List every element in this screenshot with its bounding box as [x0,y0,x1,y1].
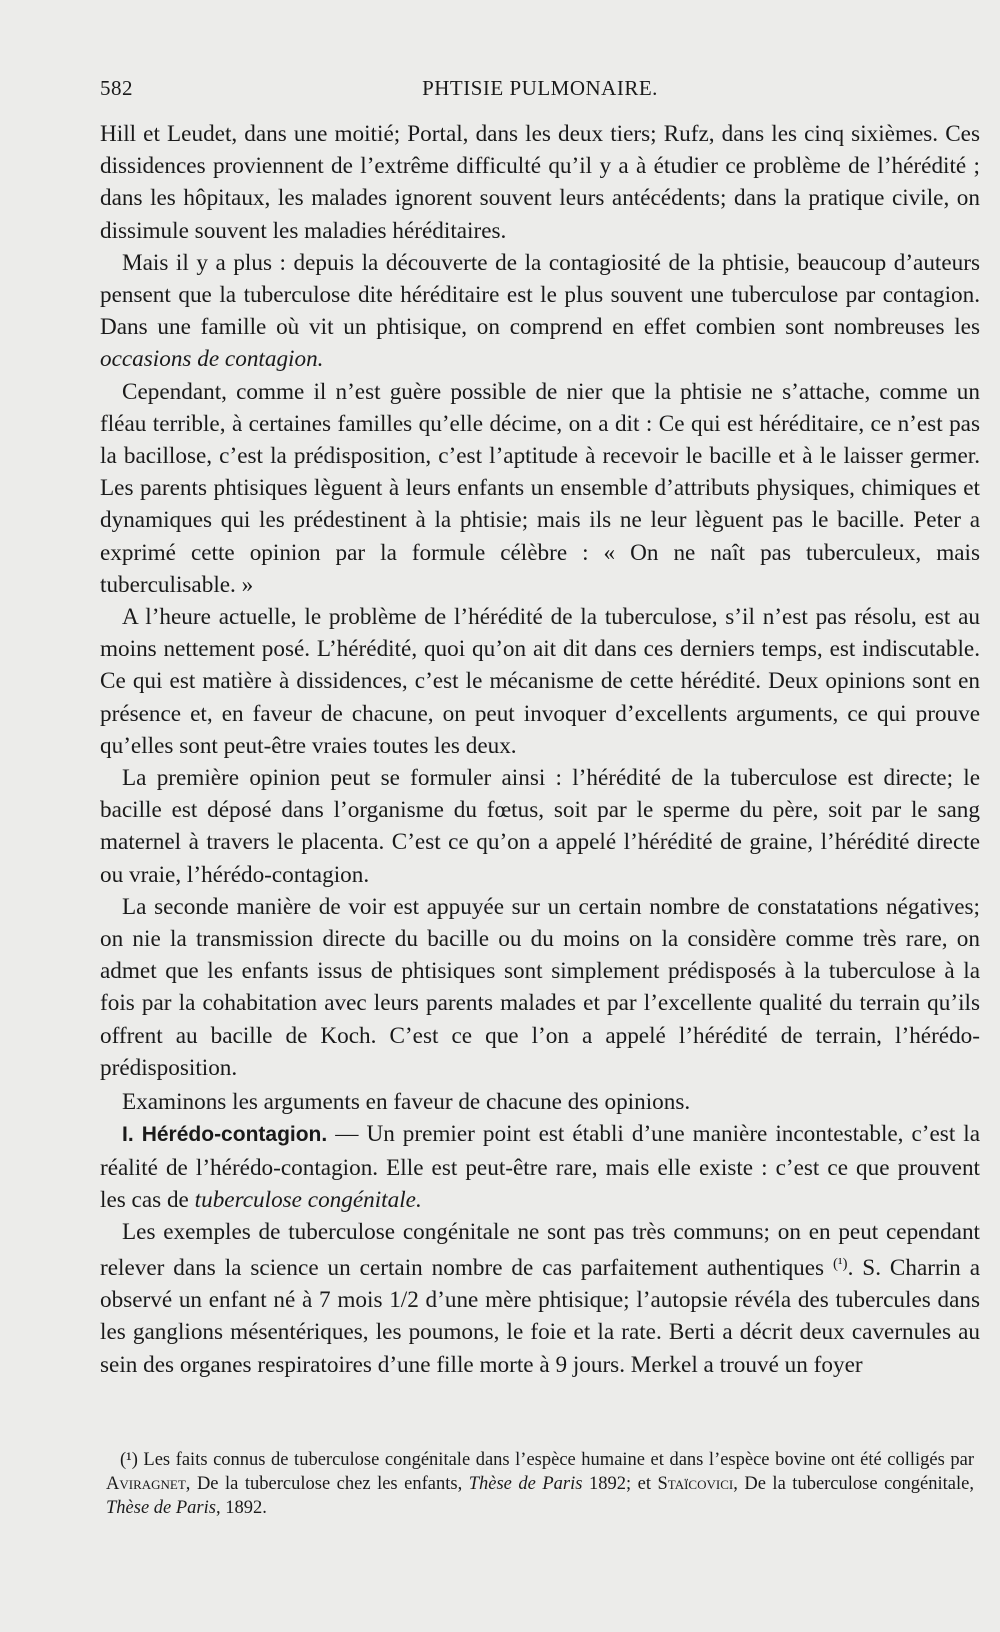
footnote-author: Aviragnet [106,1474,186,1494]
page-number: 582 [100,76,133,100]
footnote-thesis: Thèse de Paris [468,1474,583,1494]
footnote-text: , 1892. [215,1498,267,1518]
paragraph-7: Examinons les arguments en faveur de chacune des opinions. [122,1089,691,1116]
section-heading: I. Hérédo-contagion. [122,1123,328,1147]
paragraph-5: La première opinion peut se formuler ainsi : l’hérédité de la tuberculose est directe; le bacille est déposé dans l’organisme du fœtus, soit par le sperme du père, soit par le sang maternel à travers le placenta. C’est ce qu’on a appelé l’hérédité de graine, l’hérédité directe ou vraie, l’hérédo-contagion. [100,765,980,888]
paragraph-2 [100,247,980,376]
footnote-text: , De la tuberculose chez les enfants, [185,1474,469,1494]
footnotes [106,1448,974,1520]
footnote-1 [106,1448,974,1520]
paragraph-9 [100,1216,980,1381]
paragraph-4: A l’heure actuelle, le problème de l’hérédité de la tuberculose, s’il n’est pas résolu, est au moins nettement posé. L’hérédité, quoi qu’on ait dit dans ces derniers temps, est indiscutable. Ce qui est matière à dissidences, c’est le mécanisme de cette hérédité. Deux opinions sont en présence et, en faveur de chacune, on peut invoquer d’excellents arguments, ce qui prouve qu’elles sont peut-être vraies toutes les deux. [100,604,980,759]
footnote-thesis: Thèse de Paris [106,1498,216,1518]
paragraph-8-text: — Un premier point est établi d’une manière incontestable, c’est la réalité de l’hérédo-contagion. Elle est peut-être rare, mais elle existe : c’est ce que prouvent les cas de [100,1121,981,1213]
body-text [100,118,980,1381]
paragraph-8 [100,1118,980,1216]
paragraph-8-emphasis: tuberculose congénitale. [194,1186,422,1213]
paragraph-2-emphasis: occasions de contagion. [100,346,324,373]
footnote-text: , De la tuberculose congénitale, [733,1474,974,1494]
footnote-marker: (¹) [120,1450,138,1470]
paragraph-2-text: Mais il y a plus : depuis la découverte de la contagiosité de la phtisie, beaucoup d’auteurs pensent que la tuberculose dite héréditaire est le plus souvent une tuberculose par contagion. Dans une famille où vit un phtisique, on comprend en effet combien sont nombreuses les [100,249,980,341]
footnote-reference[interactable]: (¹) [833,1256,848,1273]
paragraph-1: Hill et Leudet, dans une moitié; Portal, dans les deux tiers; Rufz, dans les cinq sixièmes. Ces dissidences proviennent de l’extrême difficulté qu’il y a à étudier ce problème de l’hérédité ; dans les hôpitaux, les malades ignorent souvent leurs antécédents; dans la pratique civile, on dissimule souvent les maladies héréditaires. [100,121,980,244]
paragraph-9-text-a: Les exemples de tuberculose congénitale ne sont pas très communs; on en peut cependant relever dans la science un certain nombre de cas parfaitement authentiques [100,1218,980,1281]
footnote-text: Les faits connus de tuberculose congénitale dans l’espèce humaine et dans l’espèce bovine ont été colligés par [137,1450,974,1470]
paragraph-9-text-b: . S. Charrin a observé un enfant né à 7 mois 1/2 d’une mère phtisique; l’autopsie révéla des tubercules dans les ganglions mésentériques, les poumons, le foie et la rate. Berti a décrit deux cavernules au sein des organes respiratoires d’une fille morte à 9 jours. Merkel a trouvé un foyer [100,1254,980,1378]
page-header [100,76,980,106]
paragraph-6: La seconde manière de voir est appuyée sur un certain nombre de constatations négatives; on nie la transmission directe du bacille ou du moins on la considère comme très rare, on admet que les enfants issus de phtisiques sont simplement prédisposés à la tuberculose à la fois par la cohabitation avec leurs parents malades et par l’excellente qualité du terrain qu’ils offrent au bacille de Koch. C’est ce que l’on a appelé l’hérédité de terrain, l’hérédo-prédisposition. [100,893,980,1081]
footnote-text: 1892; et [582,1474,658,1494]
paragraph-3: Cependant, comme il n’est guère possible de nier que la phtisie ne s’attache, comme un fléau terrible, à certaines familles qu’elle décime, on a dit : Ce qui est héréditaire, ce n’est pas la bacillose, c’est la prédisposition, c’est l’aptitude à recevoir le bacille et à le laisser germer. Les parents phtisiques lèguent à leurs enfants un ensemble d’attributs physiques, chimiques et dynamiques qui les prédestinent à la phtisie; mais ils ne leur lèguent pas le bacille. Peter a exprimé cette opinion par la formule célèbre : « On ne naît pas tuberculeux, mais tuberculisable. » [100,378,980,598]
running-title: PHTISIE PULMONAIRE. [422,76,658,100]
footnote-author: Staïcovici [657,1474,734,1494]
